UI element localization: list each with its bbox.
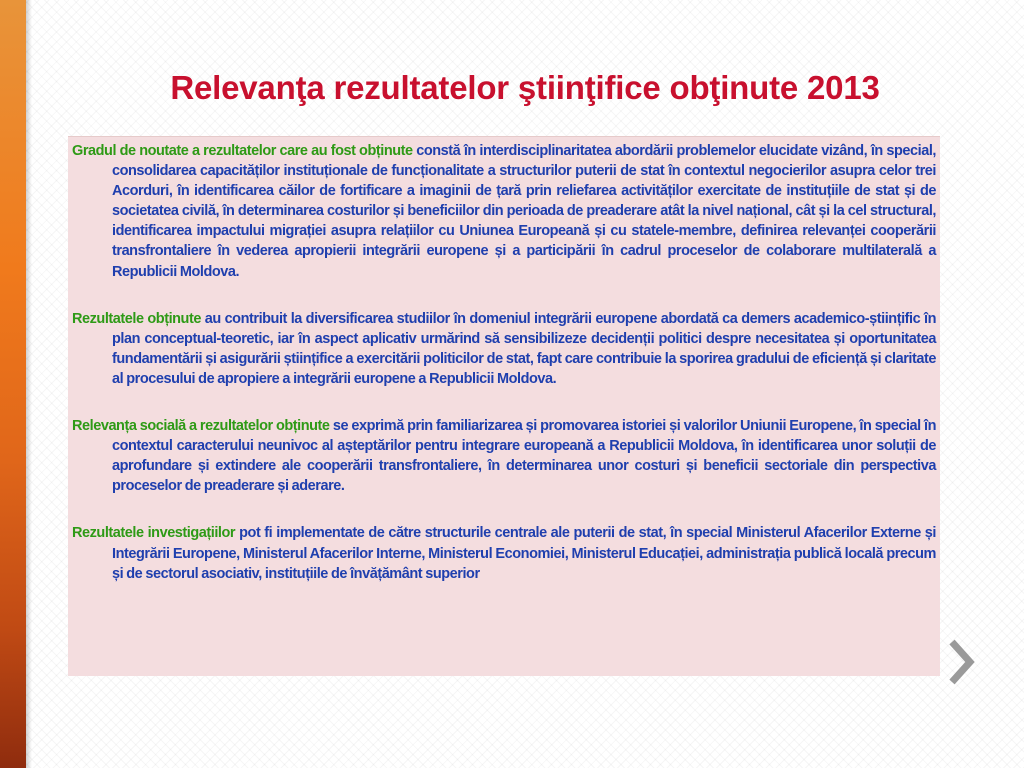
paragraph-lead: Gradul de noutate a rezultatelor care au fost obținute bbox=[72, 143, 413, 159]
paragraph-text: se exprimă prin familiarizarea și promovarea istoriei și valorilor Uniunii Europene, în special în contextul caracterului neunivoc al așteptărilor pentru integrare europeană a Republicii Moldova, în identificarea unor soluții de aprofundare și extindere ale cooperării transfrontaliere, în determinarea unor costuri și beneficii sectoriale din perspectiva proceselor de preaderare și aderare. bbox=[112, 418, 936, 495]
paragraph-results bbox=[72, 309, 936, 389]
next-slide-button[interactable] bbox=[944, 636, 978, 688]
paragraph-social-relevance bbox=[72, 416, 936, 496]
slide-title: Relevanţa rezultatelor ştiinţifice obţinute 2013 bbox=[170, 69, 880, 106]
accent-side-bar-shadow bbox=[26, 0, 32, 768]
content-box bbox=[68, 136, 940, 676]
paragraph-lead: Rezultatele obținute bbox=[72, 310, 201, 327]
paragraph-text: constă în interdisciplinaritatea abordării problemelor elucidate vizând, în special, consolidarea capacităților instituționale de funcționalitate a structurilor puterii de stat în contextul negocierilor asupra celor trei Acorduri, în identificarea căilor de fortificare a imaginii de țară prin reliefarea activităților exercitate de instituțiile de stat și de societatea civilă, în determinarea costurilor și beneficiilor din perioada de preaderare atât la nivel național, cât și la cel structural, identificarea impactului migrației asupra relațiilor cu Uniunea Europeană și cu statele-membre, definirea relevanței cooperării transfrontaliere în vederea apropierii integrării europene și a participării în cadrul proceselor de colaborare multilaterală a Republicii Moldova. bbox=[112, 143, 936, 280]
accent-side-bar bbox=[0, 0, 26, 768]
chevron-right-icon bbox=[944, 636, 978, 688]
paragraph-novelty bbox=[72, 141, 936, 282]
paragraph-implementation bbox=[72, 523, 936, 583]
paragraph-lead: Relevanța socială a rezultatelor obținute bbox=[72, 418, 330, 435]
paragraph-text: pot fi implementate de către structurile centrale ale puterii de stat, în special Ministerul Afacerilor Externe și Integrării Europene, Ministerul Afacerilor Interne, Ministerul Economiei, Ministerul Educației, administrația publică locală precum și de sectorul asociativ, instituțiile de învățământ superior bbox=[112, 525, 937, 582]
paragraph-text: au contribuit la diversificarea studiilor în domeniul integrării europene abordată ca demers academico-științific în plan conceptual-teoretic, iar în aspect aplicativ urmărind să sensibilizeze decidenții politici despre necesitatea și oportunitatea fundamentării și asigurării științifice a exercitării politicilor de stat, fapt care contribuie la sporirea gradului de eficiență și claritate al procesului de apropiere a integrării europene a Republicii Moldova. bbox=[112, 310, 936, 387]
paragraph-lead: Rezultatele investigațiilor bbox=[72, 525, 236, 542]
